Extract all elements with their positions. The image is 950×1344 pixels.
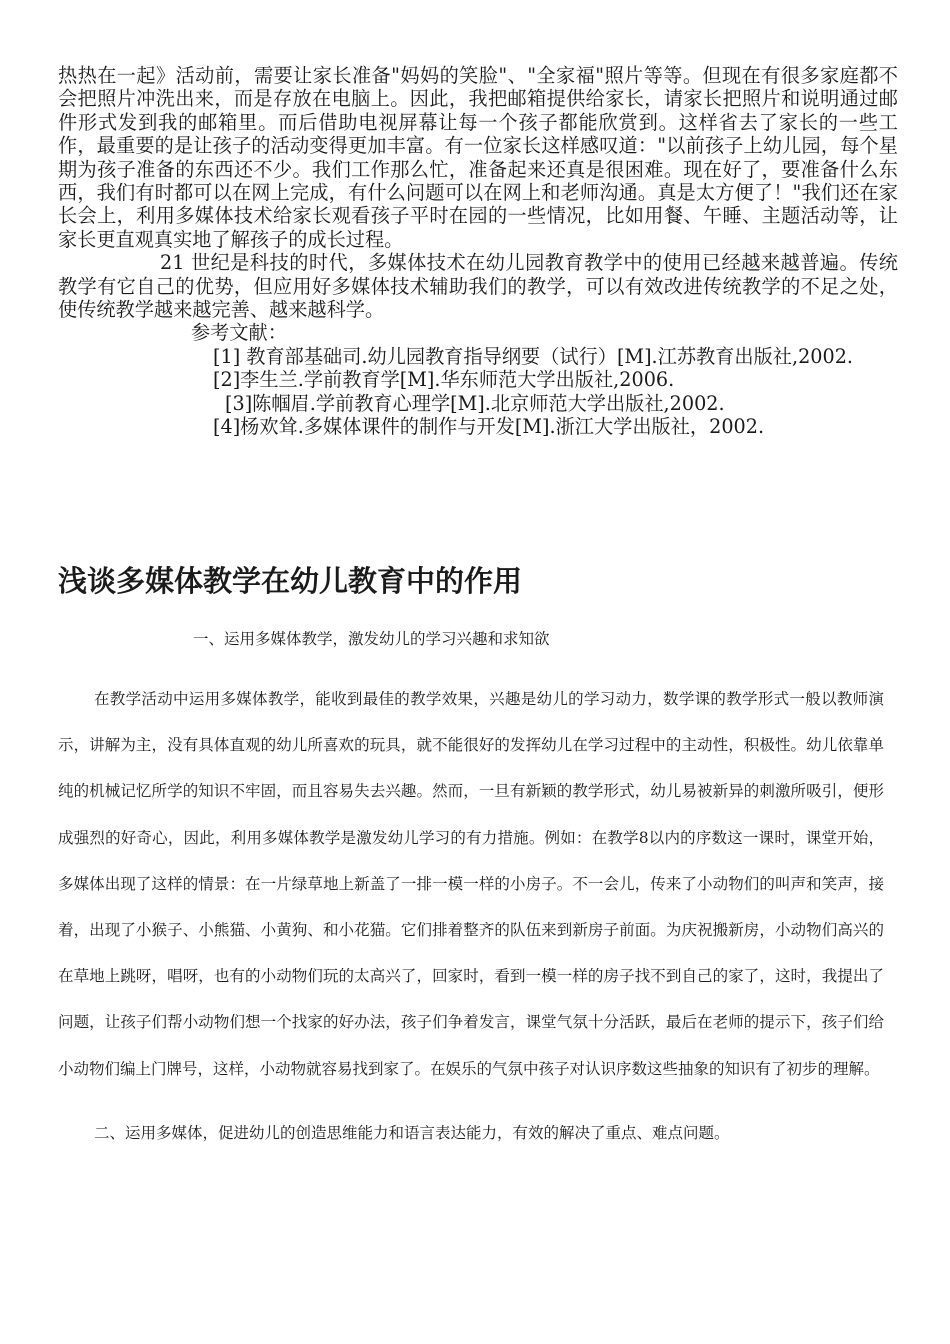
reference-item: [1] 教育部基础司.幼儿园教育指导纲要（试行）[M].江苏教育出版社,2002. [213, 344, 853, 368]
conclusion-paragraph: 21 世纪是科技的时代，多媒体技术在幼儿园教育教学中的使用已经越来越普遍。传统教学有它自己的优势，但应用好多媒体技术辅助我们的教学，可以有效改进传统教学的不足之处，使传统教学越来越完善、越来越科学。 [58, 251, 898, 322]
section-heading: 一、运用多媒体教学，激发幼儿的学习兴趣和求知欲 [193, 630, 550, 648]
body-paragraph: 在教学活动中运用多媒体教学，能收到最佳的教学效果，兴趣是幼儿的学习动力，数学课的教学形式一般以教师演示，讲解为主，没有具体直观的幼儿所喜欢的玩具，就不能很好的发挥幼儿在学习过程中的主动性，积极性。幼儿依靠单纯的机械记忆所学的知识不牢固，而且容易失去兴趣。然而，一旦有新颖的教学形式，幼儿易被新异的刺激所吸引，便形成强烈的好奇心，因此，利用多媒体教学是激发幼儿学习的有力措施。例如：在教学8以内的序数这一课时，课堂开始，多媒体出现了这样的情景：在一片绿草地上新盖了一排一模一样的小房子。不一会儿，传来了小动物们的叫声和笑声，接着，出现了小猴子、小熊猫、小黄狗、和小花猫。它们排着整齐的队伍来到新房子前面。为庆祝搬新房，小动物们高兴的在草地上跳呀，唱呀，也有的小动物们玩的太高兴了，回家时，看到一模一样的房子找不到自己的家了，这时，我提出了问题，让孩子们帮小动物们想一个找家的好办法，孩子们争着发言，课堂气氛十分活跃，最后在老师的提示下，孩子们给小动物们编上门牌号，这样，小动物就容易找到家了。在娱乐的气氛中孩子对认识序数这些抽象的知识有了初步的理解。 [58, 690, 884, 1078]
article-title: 浅谈多媒体教学在幼儿教育中的作用 [58, 564, 523, 598]
reference-item: [2]李生兰.学前教育学[M].华东师范大学出版社,2006. [213, 368, 675, 392]
reference-item: [4]杨欢耸.多媒体课件的制作与开发[M].浙江大学出版社，2002. [213, 415, 765, 439]
section-heading: 二、运用多媒体，促进幼儿的创造思维能力和语言表达能力，有效的解决了重点、难点问题。 [94, 1123, 730, 1142]
body-paragraph: 热热在一起》活动前，需要让家长准备"妈妈的笑脸"、"全家福"照片等等。但现在有很多家庭都不会把照片冲洗出来，而是存放在电脑上。因此，我把邮箱提供给家长，请家长把照片和说明通过邮件形式发到我的邮箱里。而后借助电视屏幕让每一个孩子都能欣赏到。这样省去了家长的一些工作，最重要的是让孩子的活动变得更加丰富。有一位家长这样感叹道："以前孩子上幼儿园，每个星期为孩子准备的东西还不少。我们工作那么忙，准备起来还真是很困难。现在好了，要准备什么东西，我们有时都可以在网上完成，有什么问题可以在网上和老师沟通。真是太方便了！"我们还在家长会上，利用多媒体技术给家长观看孩子平时在园的一些情况，比如用餐、午睡、主题活动等，让家长更直观真实地了解孩子的成长过程。 [58, 64, 898, 251]
article-body [58, 620, 884, 1156]
reference-item: [3]陈帼眉.学前教育心理学[M].北京师范大学出版社,2002. [225, 391, 725, 415]
references-heading: 参考文献： [191, 321, 287, 345]
previous-article-tail [58, 64, 898, 439]
